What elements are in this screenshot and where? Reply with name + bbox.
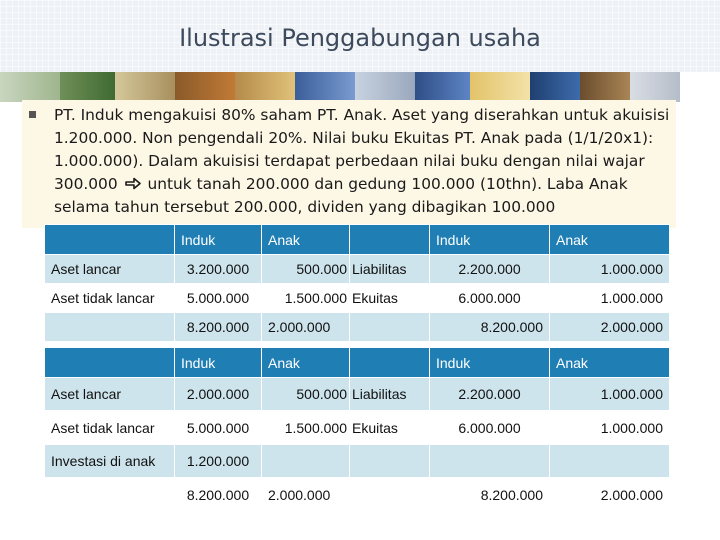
row-label-right: Liabilitas (350, 255, 430, 284)
induk-total: 8.200.000 (175, 313, 262, 342)
anak-value: 500.000 (262, 378, 350, 411)
header-anak-right: Anak (550, 225, 670, 255)
induk-value-right: 2.200.000 (430, 255, 550, 284)
induk-value: 2.000.000 (175, 378, 262, 411)
table-row (45, 255, 670, 284)
square-bullet-icon (29, 111, 36, 118)
anak-value: 500.000 (262, 255, 350, 284)
anak-value: 1.500.000 (262, 411, 350, 445)
induk-total: 8.200.000 (175, 478, 262, 512)
table-total-row (45, 313, 670, 342)
table-row (45, 378, 670, 411)
arrow-right-icon (125, 177, 141, 190)
table-total-row (45, 478, 670, 512)
table-header-row (45, 348, 670, 378)
row-label-right (350, 445, 430, 478)
row-label (45, 313, 175, 342)
induk-value: 3.200.000 (175, 255, 262, 284)
induk-value: 1.200.000 (175, 445, 262, 478)
row-label (45, 478, 175, 512)
row-label-right (350, 313, 430, 342)
header-induk: Induk (175, 348, 262, 378)
anak-value-right (550, 445, 670, 478)
header-induk: Induk (175, 225, 262, 255)
bullet-text (54, 104, 674, 219)
anak-total: 2.000.000 (262, 478, 350, 512)
row-label-right: Ekuitas (350, 411, 430, 445)
header-induk-right: Induk (430, 348, 550, 378)
table-row (45, 284, 670, 313)
induk-total-right: 8.200.000 (430, 478, 550, 512)
anak-total: 2.000.000 (262, 313, 350, 342)
anak-value-right: 1.000.000 (550, 378, 670, 411)
induk-value: 5.000.000 (175, 284, 262, 313)
induk-value: 5.000.000 (175, 411, 262, 445)
induk-value-right (430, 445, 550, 478)
table-header-row (45, 225, 670, 255)
induk-value-right: 2.200.000 (430, 378, 550, 411)
header-anak: Anak (262, 348, 350, 378)
header-anak-right: Anak (550, 348, 670, 378)
anak-value (262, 445, 350, 478)
row-label: Aset tidak lancar (45, 411, 175, 445)
anak-value-right: 1.000.000 (550, 411, 670, 445)
balance-sheet-table-after (44, 347, 670, 512)
slide-title: Ilustrasi Penggabungan usaha (179, 24, 541, 52)
induk-total-right: 8.200.000 (430, 313, 550, 342)
anak-total-right: 2.000.000 (550, 478, 670, 512)
header-anak: Anak (262, 225, 350, 255)
table-row (45, 445, 670, 478)
row-label-right: Ekuitas (350, 284, 430, 313)
bullet-text-part2: untuk tanah 200.000 dan gedung 100.000 (10thn). Laba Anak selama tahun tersebut 200.000, dividen yang dibagikan 100.000 (54, 175, 628, 216)
anak-total-right: 2.000.000 (550, 313, 670, 342)
row-label-right (350, 478, 430, 512)
decorative-photo-strip (0, 72, 720, 102)
anak-value: 1.500.000 (262, 284, 350, 313)
bullet-box (22, 100, 676, 228)
bullet-text-part1: PT. Induk mengakuisi 80% saham PT. Anak. Aset yang diserahkan untuk akuisisi 1.200.000. Non pengendali 20%. Nilai buku Ekuitas PT. Anak pada (1/1/20x1): 1.000.000). Dalam akuisisi terdapat perbedaan nilai buku dengan nilai wajar 300.000 (54, 106, 670, 193)
induk-value-right: 6.000.000 (430, 411, 550, 445)
row-label: Aset lancar (45, 255, 175, 284)
anak-value-right: 1.000.000 (550, 255, 670, 284)
row-label: Aset lancar (45, 378, 175, 411)
header-induk-right: Induk (430, 225, 550, 255)
anak-value-right: 1.000.000 (550, 284, 670, 313)
header-empty-cell (45, 348, 175, 378)
header-empty-cell (350, 225, 430, 255)
balance-sheet-table-before (44, 224, 670, 342)
row-label: Investasi di anak (45, 445, 175, 478)
header-empty-cell (350, 348, 430, 378)
table-row (45, 411, 670, 445)
header-empty-cell (45, 225, 175, 255)
induk-value-right: 6.000.000 (430, 284, 550, 313)
row-label-right: Liabilitas (350, 378, 430, 411)
row-label: Aset tidak lancar (45, 284, 175, 313)
